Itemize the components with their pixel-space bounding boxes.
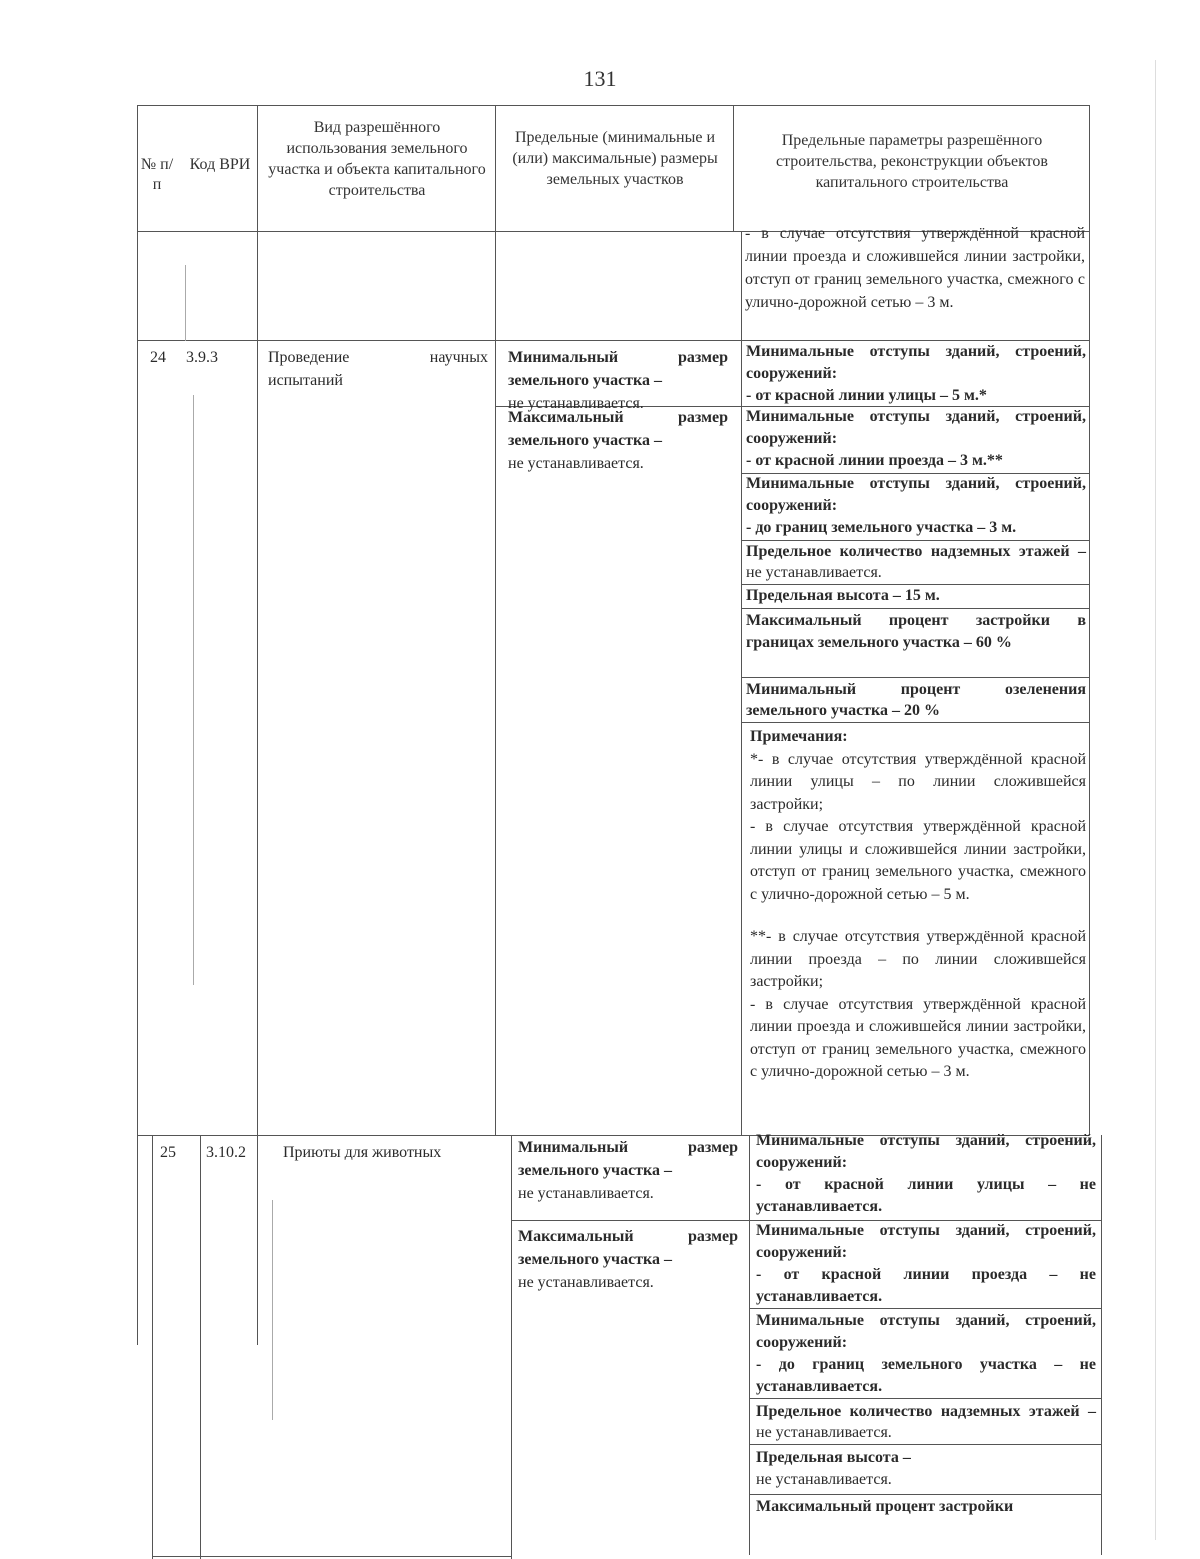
- row24-max-size-note: не устанавливается.: [508, 455, 644, 472]
- row25-param-5-title: Предельная высота –: [756, 1449, 911, 1466]
- row25-param-6: Максимальный процент застройки: [756, 1498, 1014, 1515]
- row24-param-3-value: - до границ земельного участка – 3 м.: [746, 519, 1017, 536]
- col-divider-params: [741, 231, 742, 1135]
- scan-artifact-line: [185, 265, 186, 341]
- row24-param-1-value: - от красной линии улицы – 5 м.*: [746, 387, 987, 404]
- row25-param-4-value: не устанавливается.: [756, 1424, 892, 1441]
- row25-num: 25: [160, 1144, 176, 1161]
- row24-min-size: [508, 346, 728, 415]
- cont-params-text: - в случае отсутствия утверждённой красной линии проезда и сложившейся линии застройки, отступ от границ земельного участка, смежного с улично-дорожной сетью – 3 м.: [745, 225, 1085, 311]
- row25-param-3-title: Минимальные отступы зданий, строений, сооружений:: [756, 1312, 1096, 1351]
- table-left-border: [137, 105, 138, 1345]
- row25-min-size-title: Минимальный размер земельного участка –: [518, 1139, 738, 1179]
- row24-param-3-title: Минимальные отступы зданий, строений, сооружений:: [746, 475, 1086, 514]
- row24-note-3: **- в случае отсутствия утверждённой красной линии проезда – по линии сложившейся застройки;: [750, 928, 1086, 990]
- row24-param-4: [746, 541, 1086, 583]
- row24-param-4-title: Предельное количество надземных этажей –: [746, 543, 1086, 560]
- row24-param-7: Минимальный процент озеленения земельного участка – 20 %: [746, 681, 1086, 719]
- row25-param-3: [756, 1310, 1096, 1398]
- row24-code: 3.9.3: [186, 349, 218, 366]
- row25-param-1: [756, 1130, 1096, 1218]
- row25-code: 3.10.2: [206, 1144, 246, 1161]
- row25-param-sep-3: [749, 1444, 1101, 1445]
- row25-param-sep-2: [749, 1398, 1101, 1399]
- row25-min-size-note: не устанавливается.: [518, 1185, 654, 1202]
- row24-notes-title: Примечания:: [750, 728, 848, 745]
- row25-param-1-title: Минимальные отступы зданий, строений, сооружений:: [756, 1132, 1096, 1171]
- header-use: Вид разрешённого использования земельного участка и объекта капитального строительства: [268, 119, 486, 199]
- row25-max-size: [518, 1225, 738, 1294]
- row25-max-size-note: не устанавливается.: [518, 1274, 654, 1291]
- page-number: 131: [583, 66, 617, 91]
- row25-param-1-value: - от красной линии улицы – не устанавливается.: [756, 1176, 1096, 1215]
- row25-param-4: [756, 1401, 1096, 1443]
- row25-col-divider-params: [749, 1135, 750, 1555]
- row25-col-divider-code: [200, 1135, 201, 1559]
- row25-right-border: [1101, 1135, 1102, 1555]
- row24-param-2-value: - от красной линии проезда – 3 м.**: [746, 452, 1003, 469]
- row24-param-2-title: Минимальные отступы зданий, строений, сооружений:: [746, 408, 1086, 447]
- row24-param-1: [746, 341, 1086, 407]
- row25-param-3-value: - до границ земельного участка – не устанавливается.: [756, 1356, 1096, 1395]
- header-params: Предельные параметры разрешённого строительства, реконструкции объектов капитального строительства: [776, 132, 1048, 191]
- row24-param-6: Максимальный процент застройки в границах земельного участка – 60 %: [746, 612, 1086, 651]
- header-sizes: Предельные (минимальные и (или) максимальные) размеры земельных участков: [512, 129, 718, 188]
- row24-min-size-note: не устанавливается.: [508, 395, 644, 412]
- row24-param-4-value: не устанавливается.: [746, 564, 882, 581]
- table-top-border: [137, 105, 1089, 106]
- col-divider-sizes: [495, 105, 496, 1135]
- row25-param-sep-1: [749, 1308, 1101, 1309]
- row24-max-size: [508, 406, 728, 475]
- row25-param-2: [756, 1220, 1096, 1308]
- row24-max-size-title: Максимальный размер земельного участка –: [508, 409, 728, 449]
- header-num: № п/п: [140, 156, 174, 193]
- row25-param-4-title: Предельное количество надземных этажей –: [756, 1403, 1096, 1420]
- scan-artifact-line: [1155, 60, 1156, 1540]
- row25-left-border: [152, 1135, 153, 1559]
- row24-param-sep-6: [741, 722, 1089, 723]
- scan-artifact-line: [272, 1200, 273, 1420]
- row25-param-2-value: - от красной линии проезда – не устанавливается.: [756, 1266, 1096, 1305]
- row25-param-2-title: Минимальные отступы зданий, строений, сооружений:: [756, 1222, 1096, 1261]
- scan-artifact-line: [193, 395, 194, 985]
- row24-param-2: [746, 406, 1086, 472]
- row25-use: Приюты для животных: [283, 1144, 442, 1161]
- row25-min-size: [518, 1136, 738, 1205]
- row24-param-5: [746, 585, 1086, 607]
- row24-notes: [750, 726, 1086, 1084]
- row25-max-size-title: Максимальный размер земельного участка –: [518, 1228, 738, 1268]
- row24-num: 24: [150, 349, 166, 366]
- row24-param-sep-5: [741, 677, 1089, 678]
- row25-bottom-border: [152, 1556, 512, 1557]
- row25-col-divider-sizes: [511, 1135, 512, 1559]
- col-divider-params-header: [733, 105, 734, 231]
- row25-param-5-value: не устанавливается.: [756, 1471, 892, 1488]
- row24-param-5-title: Предельная высота –: [746, 587, 901, 604]
- row24-note-4: - в случае отсутствия утверждённой красной линии проезда и сложившейся линии застройки, отступ от границ земельного участка, смежного с улично-дорожной сетью – 3 м.: [750, 995, 1086, 1080]
- row25-param-5: [756, 1447, 1096, 1491]
- header-code: Код ВРИ: [189, 156, 251, 173]
- row24-min-size-title: Минимальный размер земельного участка –: [508, 349, 728, 389]
- row24-use: Проведение научных испытаний: [268, 349, 488, 389]
- row25-param-sep-4: [749, 1494, 1101, 1495]
- row24-param-sep-4: [741, 608, 1089, 609]
- row24-note-2: - в случае отсутствия утверждённой красной линии улицы и сложившейся линии застройки, отступ от границ земельного участка, смежного с улично-дорожной сетью – 5 м.: [750, 818, 1086, 903]
- col-divider-use: [257, 105, 258, 1345]
- table-right-border: [1089, 105, 1090, 1135]
- row24-note-1: *- в случае отсутствия утверждённой красной линии улицы – по линии сложившейся застройки;: [750, 750, 1086, 813]
- row24-param-5-value: 15 м.: [904, 587, 940, 604]
- row24-param-1-title: Минимальные отступы зданий, строений, сооружений:: [746, 343, 1086, 382]
- row24-param-3: [746, 473, 1086, 539]
